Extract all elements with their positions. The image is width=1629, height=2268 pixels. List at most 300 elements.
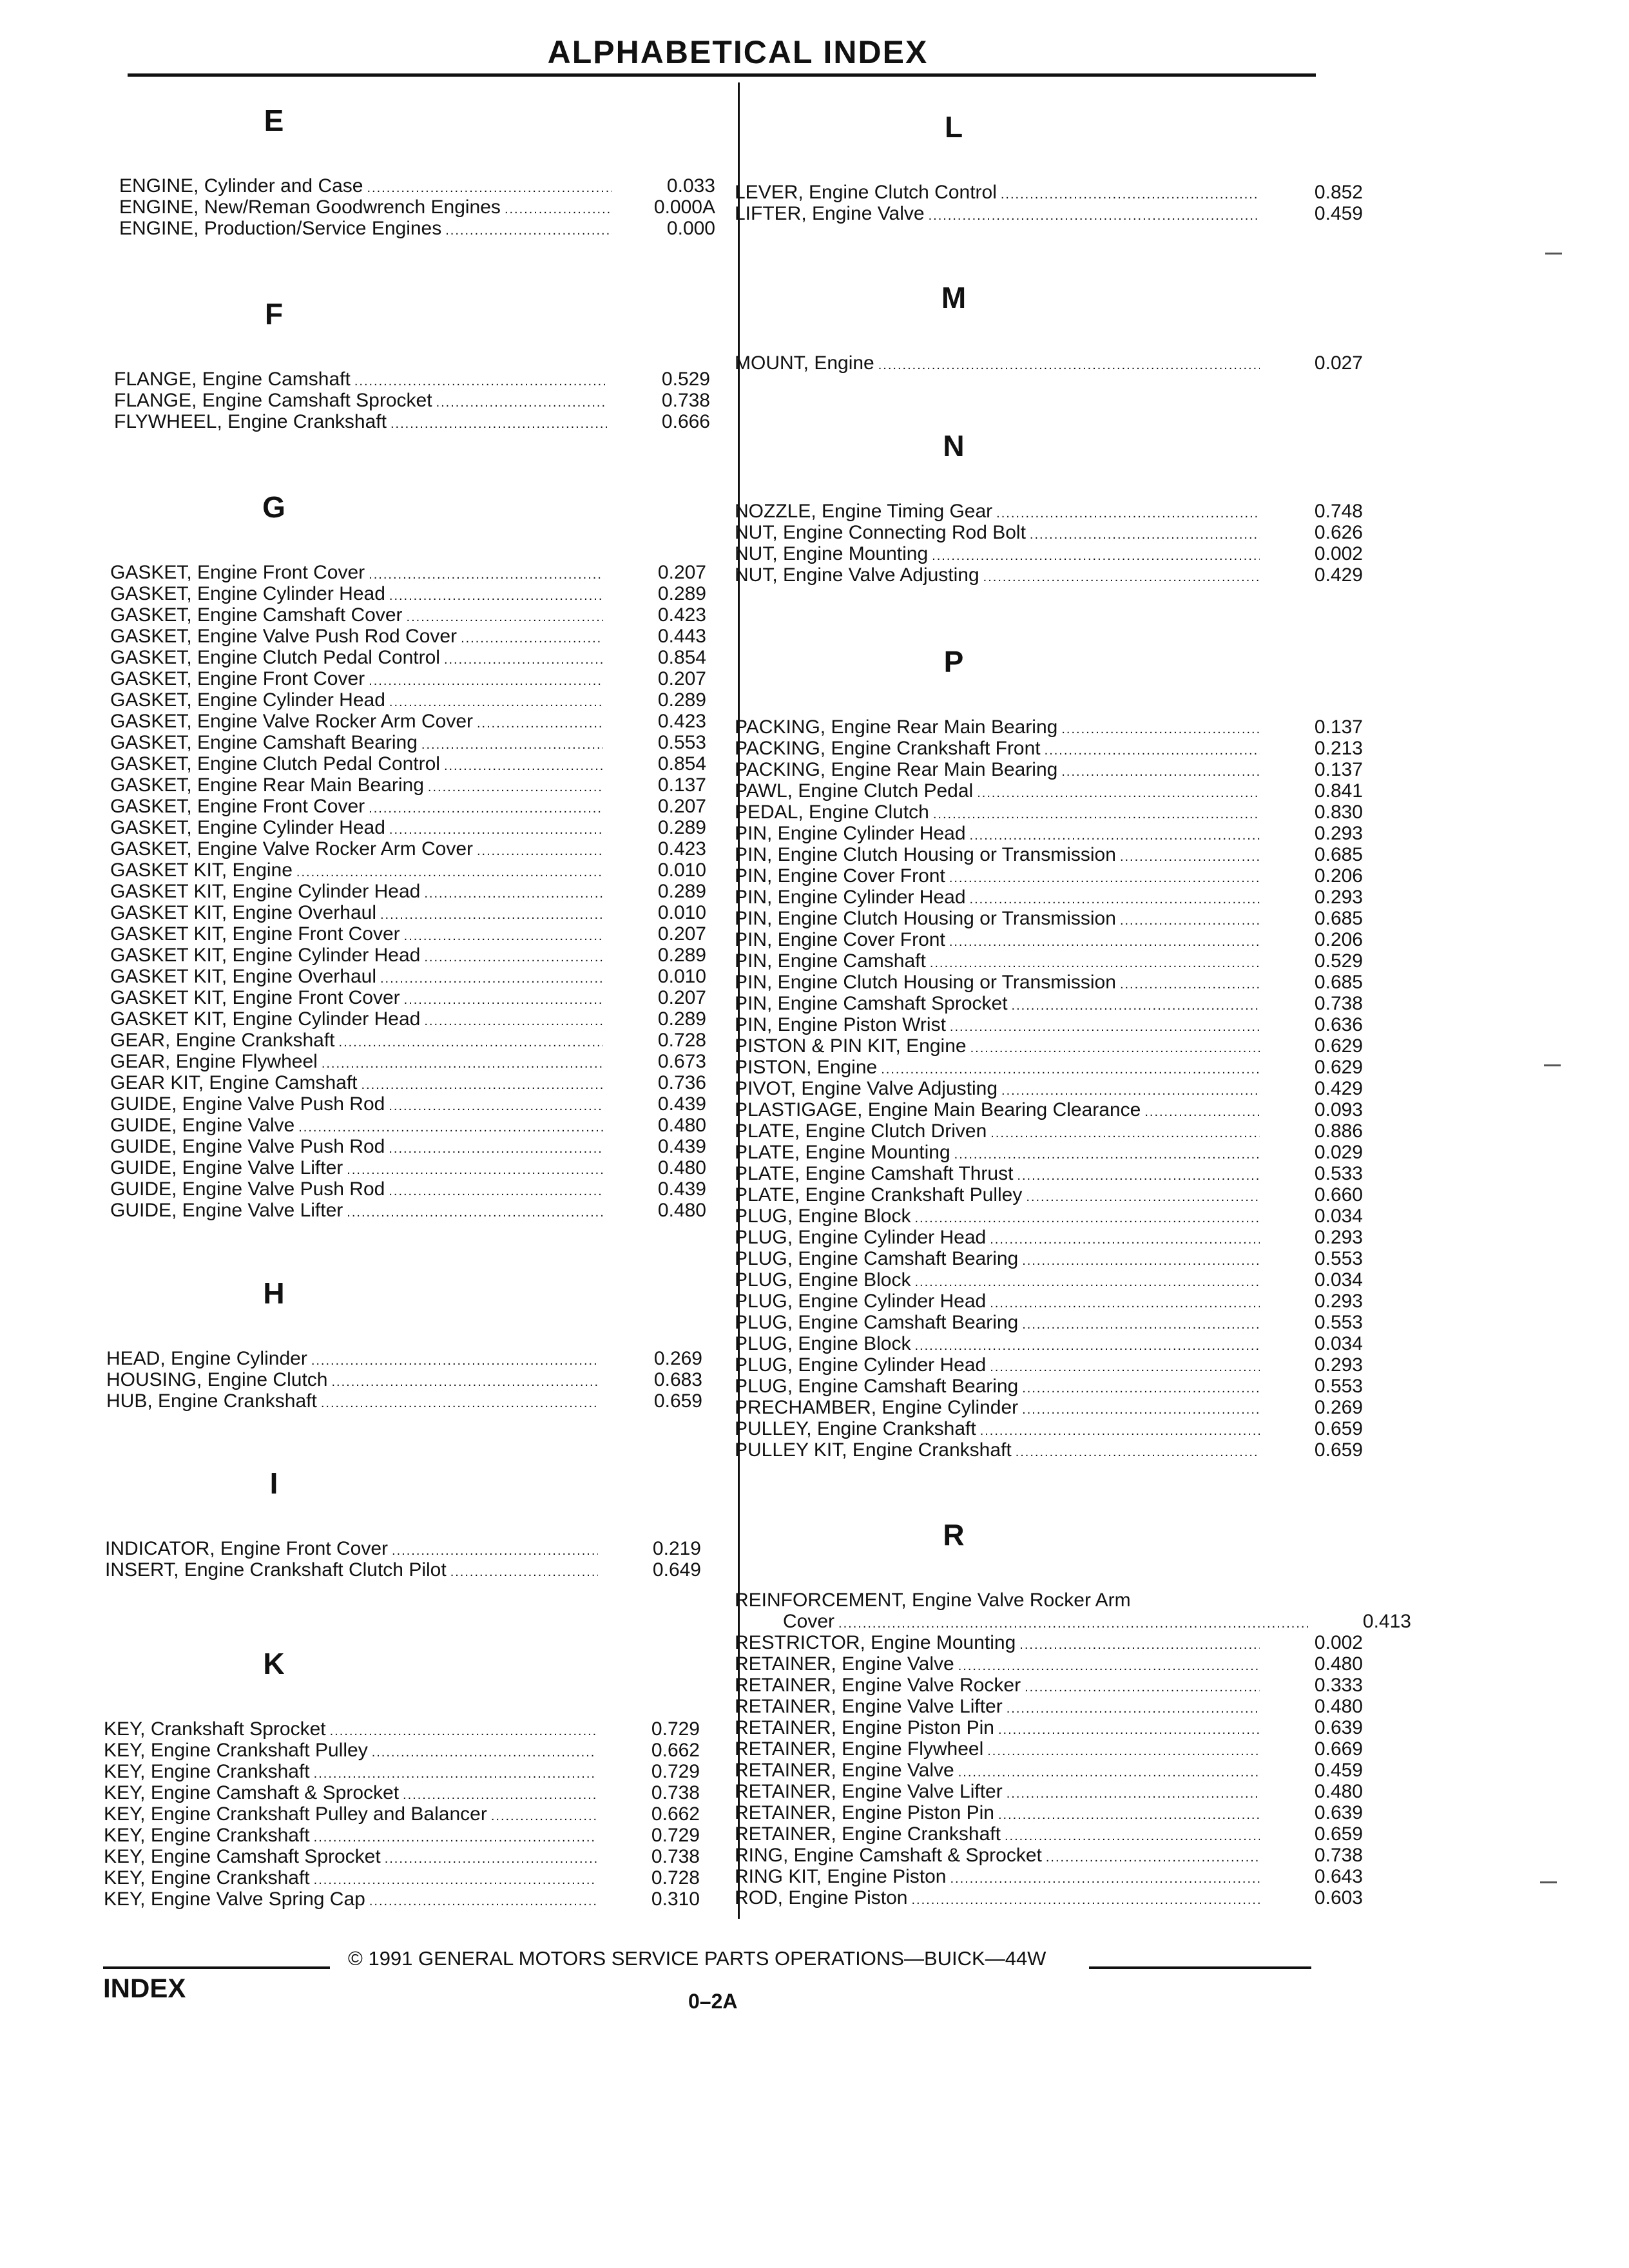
dot-leader xyxy=(354,369,607,392)
entry-page-number: 0.480 xyxy=(657,1157,706,1178)
dot-leader xyxy=(389,1178,603,1202)
entry-page-number: 0.480 xyxy=(1314,1781,1363,1802)
dot-leader xyxy=(389,817,603,841)
footer-page-number: 0–2A xyxy=(688,1990,738,2013)
index-entry xyxy=(735,1163,1363,1184)
index-entry-list xyxy=(735,352,1363,374)
entry-page-number: 0.289 xyxy=(657,817,706,838)
entry-label: ENGINE, Production/Service Engines xyxy=(119,218,442,239)
entry-page-number: 0.034 xyxy=(1314,1269,1363,1291)
margin-mark xyxy=(1540,1881,1557,1883)
entry-label: PLUG, Engine Block xyxy=(735,1269,911,1291)
entry-label: PLUG, Engine Cylinder Head xyxy=(735,1354,987,1376)
entry-page-number: 0.034 xyxy=(1314,1206,1363,1227)
entry-label: INDICATOR, Engine Front Cover xyxy=(105,1538,389,1559)
index-entry xyxy=(110,732,706,753)
entry-label: LIFTER, Engine Valve xyxy=(735,203,925,224)
index-entry xyxy=(110,1200,706,1221)
index-entry xyxy=(106,1390,702,1412)
entry-label: PLUG, Engine Block xyxy=(735,1333,911,1354)
entry-page-number: 0.213 xyxy=(1314,738,1363,759)
entry-label: GEAR, Engine Crankshaft xyxy=(110,1030,335,1051)
entry-page-number: 0.137 xyxy=(1314,759,1363,780)
entry-page-number: 0.480 xyxy=(657,1115,706,1136)
index-entry xyxy=(735,1887,1363,1908)
entry-page-number: 0.269 xyxy=(1314,1397,1363,1418)
dot-leader xyxy=(424,881,603,905)
entry-label: RING KIT, Engine Piston xyxy=(735,1866,947,1887)
dot-leader xyxy=(347,1200,603,1224)
dot-leader xyxy=(970,1035,1260,1059)
entry-label: RETAINER, Engine Valve xyxy=(735,1653,954,1675)
dot-leader xyxy=(838,1611,1308,1635)
dot-leader xyxy=(1045,738,1260,762)
index-entry xyxy=(104,1846,700,1867)
dot-leader xyxy=(436,390,607,414)
dot-leader xyxy=(954,1142,1260,1166)
section-letter: E xyxy=(264,104,284,137)
entry-page-number: 0.626 xyxy=(1314,522,1363,543)
entry-label: GASKET KIT, Engine Front Cover xyxy=(110,923,400,945)
entry-page-number: 0.439 xyxy=(657,1093,706,1115)
dot-leader xyxy=(958,1653,1260,1677)
entry-page-number: 0.480 xyxy=(1314,1653,1363,1675)
index-entry xyxy=(110,1008,706,1030)
entry-page-number: 0.269 xyxy=(653,1348,702,1369)
dot-leader xyxy=(361,1072,604,1096)
entry-label: GUIDE, Engine Valve Push Rod xyxy=(110,1178,385,1200)
dot-leader xyxy=(932,543,1260,567)
section-letter: K xyxy=(263,1647,285,1680)
entry-label: PIN, Engine Clutch Housing or Transmission xyxy=(735,844,1116,865)
index-entry-list xyxy=(735,182,1363,224)
entry-label: GASKET, Engine Valve Push Rod Cover xyxy=(110,626,458,647)
dot-leader xyxy=(950,1014,1260,1038)
dot-leader xyxy=(970,823,1260,847)
dot-leader xyxy=(444,753,603,777)
dot-leader xyxy=(311,1348,599,1372)
entry-page-number: 0.002 xyxy=(1314,543,1363,564)
entry-label: PEDAL, Engine Clutch xyxy=(735,802,929,823)
entry-label: PIN, Engine Clutch Housing or Transmission xyxy=(735,908,1116,929)
entry-label: GASKET, Engine Front Cover xyxy=(110,668,365,689)
entry-label: GASKET, Engine Clutch Pedal Control xyxy=(110,753,440,774)
entry-label: PLUG, Engine Camshaft Bearing xyxy=(735,1248,1019,1269)
entry-label: INSERT, Engine Crankshaft Clutch Pilot xyxy=(105,1559,447,1581)
index-entry xyxy=(110,796,706,817)
dot-leader xyxy=(444,647,603,671)
entry-page-number: 0.649 xyxy=(652,1559,701,1581)
index-entry xyxy=(735,352,1363,374)
entry-page-number: 0.728 xyxy=(651,1867,700,1888)
index-entry xyxy=(735,1823,1363,1845)
entry-label: HOUSING, Engine Clutch xyxy=(106,1369,328,1390)
dot-leader xyxy=(505,197,612,220)
entry-label: LEVER, Engine Clutch Control xyxy=(735,182,997,203)
dot-leader xyxy=(1017,1163,1260,1187)
entry-page-number: 0.669 xyxy=(1314,1738,1363,1760)
entry-label: FLANGE, Engine Camshaft xyxy=(114,369,351,390)
index-entry xyxy=(119,197,715,218)
entry-page-number: 0.033 xyxy=(666,175,715,197)
entry-page-number: 0.738 xyxy=(651,1782,700,1803)
index-entry xyxy=(114,390,710,411)
entry-label: KEY, Engine Crankshaft Pulley and Balancer xyxy=(104,1803,487,1825)
index-entry xyxy=(735,1354,1363,1376)
entry-page-number: 0.659 xyxy=(1314,1418,1363,1439)
index-entry xyxy=(110,668,706,689)
entry-label: PLUG, Engine Cylinder Head xyxy=(735,1227,987,1248)
entry-page-number: 0.289 xyxy=(657,881,706,902)
entry-label: PISTON, Engine xyxy=(735,1057,878,1078)
entry-page-number: 0.729 xyxy=(651,1825,700,1846)
entry-page-number: 0.293 xyxy=(1314,1227,1363,1248)
entry-label: PULLEY, Engine Crankshaft xyxy=(735,1418,976,1439)
entry-page-number: 0.553 xyxy=(1314,1248,1363,1269)
entry-label: GUIDE, Engine Valve Lifter xyxy=(110,1200,343,1221)
entry-page-number: 0.854 xyxy=(657,647,706,668)
index-entry xyxy=(735,1227,1363,1248)
entry-label: KEY, Engine Crankshaft xyxy=(104,1825,310,1846)
dot-leader xyxy=(914,1269,1260,1293)
entry-page-number: 0.034 xyxy=(1314,1333,1363,1354)
index-entry xyxy=(735,1653,1363,1675)
entry-page-number: 0.207 xyxy=(657,923,706,945)
index-entry xyxy=(104,1867,700,1888)
dot-leader xyxy=(424,945,603,968)
entry-label: PISTON & PIN KIT, Engine xyxy=(735,1035,967,1057)
index-entry xyxy=(735,1675,1363,1696)
index-entry xyxy=(735,1035,1363,1057)
entry-label: GASKET, Engine Camshaft Cover xyxy=(110,604,403,626)
index-entry xyxy=(106,1348,702,1369)
entry-page-number: 0.852 xyxy=(1314,182,1363,203)
index-entry xyxy=(735,908,1363,929)
dot-leader xyxy=(450,1559,598,1583)
index-entry xyxy=(735,1248,1363,1269)
entry-label: RING, Engine Camshaft & Sprocket xyxy=(735,1845,1042,1866)
entry-label: RETAINER, Engine Valve Lifter xyxy=(735,1696,1003,1717)
index-entry xyxy=(735,1099,1363,1120)
entry-page-number: 0.736 xyxy=(657,1072,706,1093)
index-entry xyxy=(104,1825,700,1846)
index-entry xyxy=(735,1781,1363,1802)
entry-page-number: 0.423 xyxy=(657,604,706,626)
entry-label: PIN, Engine Piston Wrist xyxy=(735,1014,946,1035)
index-entry xyxy=(735,1760,1363,1781)
dot-leader xyxy=(987,1738,1260,1762)
index-entry xyxy=(735,1866,1363,1887)
entry-page-number: 0.027 xyxy=(1314,352,1363,374)
entry-page-number: 0.738 xyxy=(1314,993,1363,1014)
index-entry-list xyxy=(105,1538,701,1581)
dot-leader xyxy=(1120,844,1260,868)
index-entry xyxy=(735,1696,1363,1717)
index-entry xyxy=(110,881,706,902)
dot-leader xyxy=(491,1803,597,1827)
index-entry xyxy=(735,1206,1363,1227)
entry-label: GASKET KIT, Engine Cylinder Head xyxy=(110,945,421,966)
margin-mark xyxy=(1544,1064,1561,1066)
entry-label: GUIDE, Engine Valve Push Rod xyxy=(110,1093,385,1115)
entry-label: KEY, Engine Crankshaft xyxy=(104,1761,310,1782)
dot-leader xyxy=(1022,1248,1260,1272)
entry-page-number: 0.137 xyxy=(657,774,706,796)
index-entry xyxy=(735,1717,1363,1738)
entry-label: PAWL, Engine Clutch Pedal xyxy=(735,780,974,802)
entry-page-number: 0.459 xyxy=(1314,1760,1363,1781)
index-entry xyxy=(735,182,1363,203)
index-entry xyxy=(735,823,1363,844)
title-rule xyxy=(128,73,1316,77)
entry-page-number: 0.480 xyxy=(1314,1696,1363,1717)
entry-label: PIN, Engine Cylinder Head xyxy=(735,823,966,844)
entry-label: KEY, Engine Camshaft & Sprocket xyxy=(104,1782,400,1803)
entry-label: GASKET KIT, Engine xyxy=(110,860,293,881)
entry-label: RETAINER, Engine Valve Rocker xyxy=(735,1675,1021,1696)
entry-label: PLASTIGAGE, Engine Main Bearing Clearance xyxy=(735,1099,1141,1120)
entry-label: NUT, Engine Mounting xyxy=(735,543,929,564)
entry-label: KEY, Crankshaft Sprocket xyxy=(104,1718,326,1740)
entry-page-number: 0.000A xyxy=(653,197,715,218)
entry-label: NOZZLE, Engine Timing Gear xyxy=(735,501,993,522)
dot-leader xyxy=(347,1157,603,1181)
dot-leader xyxy=(1022,1397,1260,1421)
index-entry xyxy=(735,1312,1363,1333)
index-entry xyxy=(110,1030,706,1051)
dot-leader xyxy=(1061,716,1260,740)
entry-label: NUT, Engine Valve Adjusting xyxy=(735,564,979,586)
entry-label: GASKET KIT, Engine Overhaul xyxy=(110,902,376,923)
entry-label: RETAINER, Engine Piston Pin xyxy=(735,1717,994,1738)
entry-page-number: 0.293 xyxy=(1314,823,1363,844)
entry-label: ENGINE, New/Reman Goodwrench Engines xyxy=(119,197,501,218)
entry-label: GASKET, Engine Valve Rocker Arm Cover xyxy=(110,711,473,732)
index-entry xyxy=(735,1418,1363,1439)
index-entry xyxy=(110,1157,706,1178)
dot-leader xyxy=(1012,993,1260,1017)
dot-leader xyxy=(990,1227,1260,1251)
entry-label: PLATE, Engine Mounting xyxy=(735,1142,950,1163)
dot-leader xyxy=(1001,182,1260,206)
entry-page-number: 0.010 xyxy=(657,966,706,987)
entry-page-number: 0.529 xyxy=(661,369,710,390)
footer-section-label: INDEX xyxy=(103,1973,186,2003)
entry-page-number: 0.289 xyxy=(657,945,706,966)
entry-label: PLUG, Engine Camshaft Bearing xyxy=(735,1376,1019,1397)
dot-leader xyxy=(998,1717,1260,1741)
index-entry xyxy=(110,711,706,732)
index-entry xyxy=(735,543,1363,564)
entry-page-number: 0.002 xyxy=(1314,1632,1363,1653)
entry-page-number: 0.207 xyxy=(657,668,706,689)
index-entry xyxy=(110,838,706,860)
entry-page-number: 0.553 xyxy=(657,732,706,753)
index-entry xyxy=(110,1136,706,1157)
index-entry xyxy=(735,1269,1363,1291)
entry-page-number: 0.029 xyxy=(1314,1142,1363,1163)
dot-leader xyxy=(339,1030,603,1053)
entry-label: PLUG, Engine Block xyxy=(735,1206,911,1227)
entry-page-number: 0.010 xyxy=(657,902,706,923)
entry-page-number: 0.219 xyxy=(652,1538,701,1559)
entry-page-number: 0.666 xyxy=(661,411,710,432)
dot-leader xyxy=(389,583,603,607)
dot-leader xyxy=(1007,1696,1260,1720)
entry-page-number: 0.738 xyxy=(1314,1845,1363,1866)
index-entry xyxy=(110,1072,706,1093)
entry-label: MOUNT, Engine xyxy=(735,352,874,374)
index-entry xyxy=(114,411,710,432)
entry-page-number: 0.439 xyxy=(657,1178,706,1200)
entry-label: PLATE, Engine Clutch Driven xyxy=(735,1120,987,1142)
dot-leader xyxy=(911,1887,1260,1911)
dot-leader xyxy=(321,1390,599,1414)
dot-leader xyxy=(461,626,603,649)
dot-leader xyxy=(296,860,603,883)
entry-page-number: 0.683 xyxy=(653,1369,702,1390)
index-entry xyxy=(735,865,1363,887)
entry-label: RETAINER, Engine Piston Pin xyxy=(735,1802,994,1823)
index-entry-list xyxy=(735,1590,1411,1908)
entry-page-number: 0.629 xyxy=(1314,1057,1363,1078)
entry-label: GASKET, Engine Valve Rocker Arm Cover xyxy=(110,838,473,860)
dot-leader xyxy=(424,1008,603,1032)
footer-copyright: © 1991 GENERAL MOTORS SERVICE PARTS OPERATIONS—BUICK—44W xyxy=(348,1947,1046,1970)
entry-page-number: 0.643 xyxy=(1314,1866,1363,1887)
entry-label: GASKET, Engine Front Cover xyxy=(110,796,365,817)
entry-label: PLUG, Engine Camshaft Bearing xyxy=(735,1312,1019,1333)
index-entry xyxy=(104,1740,700,1761)
index-entry-list xyxy=(110,562,706,1221)
dot-leader xyxy=(996,501,1260,524)
section-letter: R xyxy=(943,1518,965,1552)
dot-leader xyxy=(980,1418,1260,1442)
entry-page-number: 0.293 xyxy=(1314,887,1363,908)
dot-leader xyxy=(389,1136,603,1160)
index-entry xyxy=(735,1291,1363,1312)
index-entry xyxy=(735,844,1363,865)
index-entry xyxy=(110,626,706,647)
index-entry xyxy=(110,860,706,881)
entry-page-number: 0.854 xyxy=(657,753,706,774)
index-entry xyxy=(114,369,710,390)
entry-label: Cover xyxy=(783,1611,835,1632)
entry-page-number: 0.413 xyxy=(1362,1611,1411,1632)
section-letter: F xyxy=(264,297,284,331)
entry-label: FLYWHEEL, Engine Crankshaft xyxy=(114,411,387,432)
entry-label: KEY, Engine Valve Spring Cap xyxy=(104,1888,365,1910)
entry-label: GASKET, Engine Cylinder Head xyxy=(110,689,385,711)
entry-label: PIN, Engine Camshaft xyxy=(735,950,926,972)
dot-leader xyxy=(950,1866,1260,1890)
entry-label: RETAINER, Engine Valve xyxy=(735,1760,954,1781)
index-entry xyxy=(735,993,1363,1014)
entry-label: GASKET, Engine Front Cover xyxy=(110,562,365,583)
index-entry xyxy=(110,562,706,583)
entry-page-number: 0.728 xyxy=(657,1030,706,1051)
entry-page-number: 0.748 xyxy=(1314,501,1363,522)
dot-leader xyxy=(477,838,603,862)
index-entry xyxy=(110,647,706,668)
entry-page-number: 0.659 xyxy=(1314,1439,1363,1461)
index-entry xyxy=(110,923,706,945)
entry-label: GASKET, Engine Cylinder Head xyxy=(110,583,385,604)
entry-label: RETAINER, Engine Valve Lifter xyxy=(735,1781,1003,1802)
dot-leader xyxy=(389,1093,603,1117)
entry-page-number: 0.659 xyxy=(1314,1823,1363,1845)
entry-label: GASKET KIT, Engine Cylinder Head xyxy=(110,1008,421,1030)
dot-leader xyxy=(322,1051,603,1075)
entry-label: PIN, Engine Clutch Housing or Transmission xyxy=(735,972,1116,993)
dot-leader xyxy=(404,987,603,1011)
entry-page-number: 0.629 xyxy=(1314,1035,1363,1057)
dot-leader xyxy=(1007,1781,1260,1805)
dot-leader xyxy=(881,1057,1260,1081)
entry-page-number: 0.533 xyxy=(1314,1163,1363,1184)
entry-page-number: 0.293 xyxy=(1314,1291,1363,1312)
index-entry xyxy=(735,1120,1363,1142)
dot-leader xyxy=(930,950,1260,974)
entry-page-number: 0.206 xyxy=(1314,865,1363,887)
entry-page-number: 0.010 xyxy=(657,860,706,881)
index-entry xyxy=(119,218,715,239)
entry-label: GUIDE, Engine Valve xyxy=(110,1115,295,1136)
index-entry xyxy=(110,1115,706,1136)
entry-label: HUB, Engine Crankshaft xyxy=(106,1390,317,1412)
entry-page-number: 0.886 xyxy=(1314,1120,1363,1142)
entry-page-number: 0.729 xyxy=(651,1718,700,1740)
index-entry-list xyxy=(119,175,715,239)
entry-label: PIVOT, Engine Valve Adjusting xyxy=(735,1078,998,1099)
dot-leader xyxy=(369,796,603,820)
entry-page-number: 0.459 xyxy=(1314,203,1363,224)
index-entry xyxy=(735,1397,1363,1418)
entry-label: PLATE, Engine Crankshaft Pulley xyxy=(735,1184,1023,1206)
entry-label: REINFORCEMENT, Engine Valve Rocker Arm xyxy=(735,1590,1131,1611)
index-entry xyxy=(735,1333,1363,1354)
index-entry xyxy=(735,1632,1363,1653)
entry-page-number: 0.529 xyxy=(1314,950,1363,972)
index-entry xyxy=(735,1845,1363,1866)
entry-label: RETAINER, Engine Crankshaft xyxy=(735,1823,1001,1845)
entry-label: RESTRICTOR, Engine Mounting xyxy=(735,1632,1016,1653)
dot-leader xyxy=(369,1888,597,1912)
index-entry xyxy=(110,1051,706,1072)
index-entry xyxy=(110,817,706,838)
dot-leader xyxy=(330,1718,597,1742)
dot-leader xyxy=(1120,972,1260,995)
entry-page-number: 0.207 xyxy=(657,987,706,1008)
entry-page-number: 0.553 xyxy=(1314,1376,1363,1397)
entry-page-number: 0.685 xyxy=(1314,844,1363,865)
entry-page-number: 0.423 xyxy=(657,838,706,860)
entry-label: NUT, Engine Connecting Rod Bolt xyxy=(735,522,1026,543)
dot-leader xyxy=(372,1740,597,1763)
entry-page-number: 0.293 xyxy=(1314,1354,1363,1376)
index-entry xyxy=(735,887,1363,908)
entry-page-number: 0.603 xyxy=(1314,1887,1363,1908)
dot-leader xyxy=(1019,1632,1260,1656)
index-entry xyxy=(735,1611,1411,1632)
dot-leader xyxy=(1016,1439,1260,1463)
dot-leader xyxy=(977,780,1260,804)
dot-leader xyxy=(1046,1845,1260,1869)
entry-label: PIN, Engine Camshaft Sprocket xyxy=(735,993,1008,1014)
entry-page-number: 0.429 xyxy=(1314,564,1363,586)
index-entry xyxy=(735,1376,1363,1397)
index-entry xyxy=(105,1559,701,1581)
